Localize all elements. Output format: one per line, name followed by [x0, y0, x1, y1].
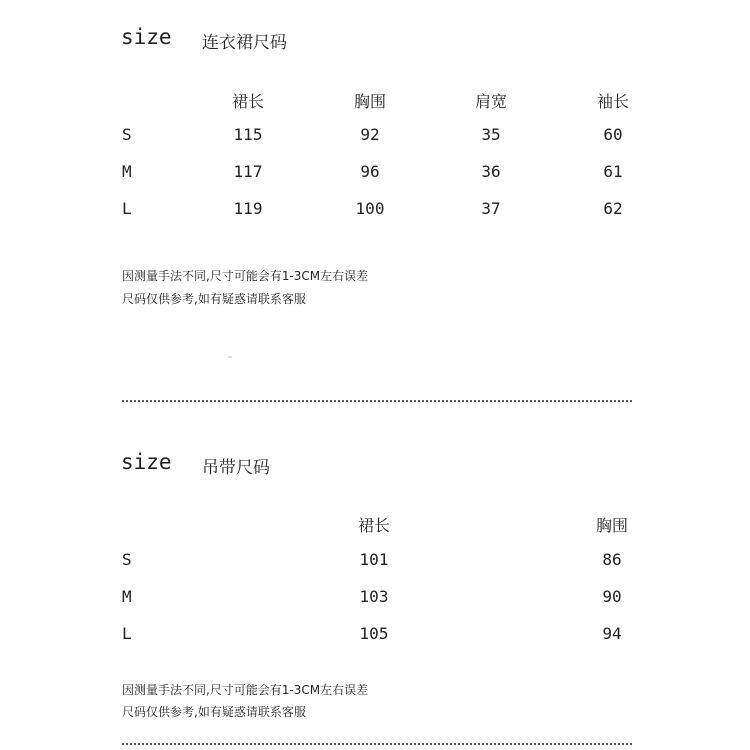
- dress-m-shoulder: 36: [481, 162, 501, 181]
- dress-l-length: 119: [233, 199, 263, 218]
- dress-s-length: 115: [233, 125, 263, 144]
- dress-row-l-label: L: [122, 199, 132, 218]
- dress-section-title: 连衣裙尺码: [202, 33, 287, 53]
- decorative-speck: [228, 356, 232, 358]
- camisole-size-label: size: [121, 450, 172, 474]
- camisole-s-length: 101: [359, 550, 389, 569]
- dress-row-m-label: M: [122, 162, 132, 181]
- dress-note-error: 因测量手法不同,尺寸可能会有1-3CM左右误差: [122, 269, 369, 283]
- dress-l-sleeve: 62: [603, 199, 623, 218]
- camisole-note-reference: 尺码仅供参考,如有疑惑请联系客服: [122, 705, 306, 719]
- dress-size-label: size: [121, 25, 172, 49]
- dress-row-s-label: S: [122, 125, 132, 144]
- camisole-m-length: 103: [359, 587, 389, 606]
- camisole-s-bust: 86: [602, 550, 622, 569]
- dress-note-reference: 尺码仅供参考,如有疑惑请联系客服: [122, 292, 306, 306]
- dress-l-bust: 100: [355, 199, 385, 218]
- camisole-header-bust: 胸围: [595, 516, 629, 535]
- dress-s-sleeve: 60: [603, 125, 623, 144]
- dress-m-length: 117: [233, 162, 263, 181]
- dress-s-bust: 92: [360, 125, 380, 144]
- camisole-header-length: 裙长: [357, 516, 391, 535]
- section-divider-2: [122, 743, 632, 745]
- dress-header-shoulder: 肩宽: [474, 92, 508, 111]
- dress-m-bust: 96: [360, 162, 380, 181]
- camisole-row-m-label: M: [122, 587, 132, 606]
- camisole-l-bust: 94: [602, 624, 622, 643]
- dress-l-shoulder: 37: [481, 199, 501, 218]
- dress-header-sleeve: 袖长: [596, 92, 630, 111]
- camisole-l-length: 105: [359, 624, 389, 643]
- camisole-m-bust: 90: [602, 587, 622, 606]
- camisole-row-s-label: S: [122, 550, 132, 569]
- dress-s-shoulder: 35: [481, 125, 501, 144]
- camisole-row-l-label: L: [122, 624, 132, 643]
- dress-header-bust: 胸围: [353, 92, 387, 111]
- camisole-note-error: 因测量手法不同,尺寸可能会有1-3CM左右误差: [122, 683, 369, 697]
- dress-m-sleeve: 61: [603, 162, 623, 181]
- dress-header-length: 裙长: [231, 92, 265, 111]
- camisole-section-title: 吊带尺码: [202, 458, 270, 478]
- section-divider-1: [122, 400, 632, 402]
